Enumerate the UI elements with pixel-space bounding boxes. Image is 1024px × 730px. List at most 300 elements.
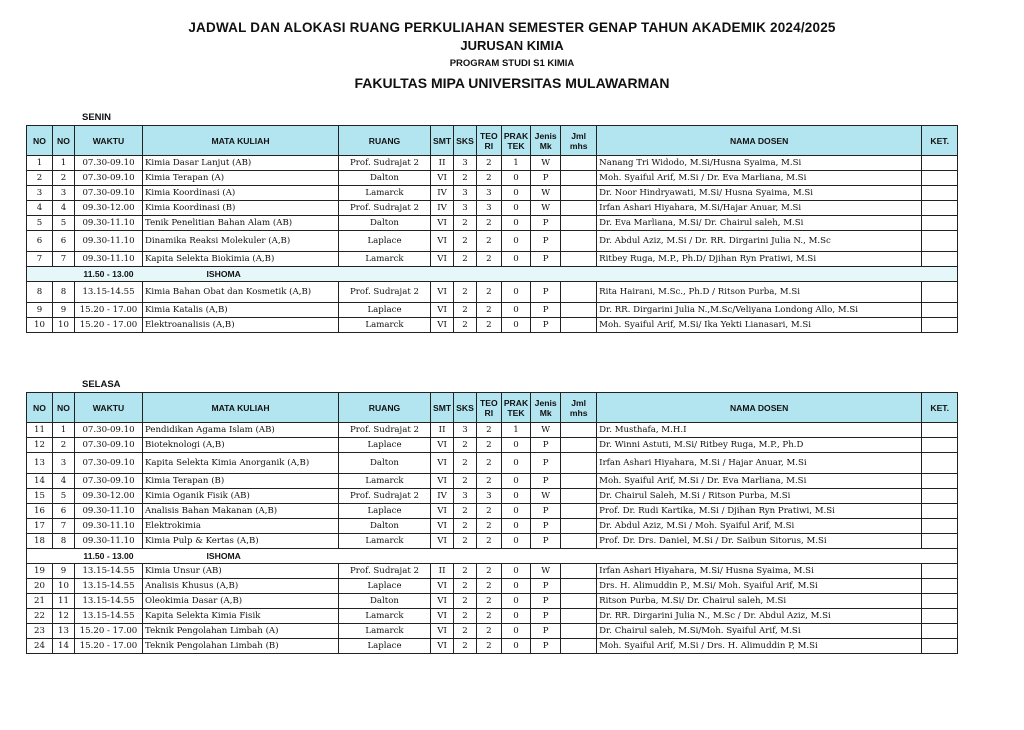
column-header: NO <box>27 393 53 423</box>
jml-mhs-cell <box>561 519 597 534</box>
jml-mhs-cell <box>561 453 597 474</box>
no-day-cell: 5 <box>53 216 75 231</box>
table-row <box>27 519 958 534</box>
sks-cell: 2 <box>454 534 477 549</box>
nama-dosen-cell: Moh. Syaiful Arif, M.Si / Drs. H. Alimuddin P, M.Si <box>597 639 922 654</box>
schedule-table-senin <box>26 125 958 333</box>
table-row <box>27 579 958 594</box>
no-cell: 6 <box>27 231 53 252</box>
nama-dosen-cell: Prof. Dr. Rudi Kartika, M.Si / Djihan Ryn Pratiwi, M.Si <box>597 504 922 519</box>
teori-cell: 2 <box>476 594 501 609</box>
teori-cell: 3 <box>476 201 501 216</box>
ket-cell <box>922 423 958 438</box>
teori-cell: 2 <box>476 534 501 549</box>
teori-cell: 2 <box>476 282 501 303</box>
ket-cell <box>922 252 958 267</box>
no-day-cell: 8 <box>53 282 75 303</box>
ket-cell <box>922 171 958 186</box>
praktek-cell: 1 <box>501 156 530 171</box>
teori-cell: 2 <box>476 504 501 519</box>
waktu-cell: 09.30-12.00 <box>75 489 143 504</box>
column-header: MATA KULIAH <box>143 393 339 423</box>
no-cell: 17 <box>27 519 53 534</box>
no-day-cell: 8 <box>53 534 75 549</box>
jenis-cell: P <box>531 438 561 453</box>
table-row <box>27 186 958 201</box>
smt-cell: VI <box>431 231 454 252</box>
teori-cell: 2 <box>476 624 501 639</box>
ket-cell <box>922 318 958 333</box>
column-header: NO <box>53 126 75 156</box>
teori-cell: 2 <box>476 579 501 594</box>
mata-kuliah-cell: Oleokimia Dasar (A,B) <box>143 594 339 609</box>
jml-mhs-cell <box>561 216 597 231</box>
smt-cell: II <box>431 156 454 171</box>
ruang-cell: Dalton <box>339 171 431 186</box>
no-cell: 10 <box>27 318 53 333</box>
no-cell: 14 <box>27 474 53 489</box>
column-header: KET. <box>922 126 958 156</box>
smt-cell: IV <box>431 489 454 504</box>
jml-mhs-cell <box>561 624 597 639</box>
no-day-cell: 1 <box>53 156 75 171</box>
ruang-cell: Prof. Sudrajat 2 <box>339 201 431 216</box>
faculty-name: FAKULTAS MIPA UNIVERSITAS MULAWARMAN <box>354 75 670 91</box>
mata-kuliah-cell: Elektroanalisis (A,B) <box>143 318 339 333</box>
sks-cell: 2 <box>454 579 477 594</box>
praktek-cell: 0 <box>501 579 530 594</box>
ket-cell <box>922 453 958 474</box>
no-cell: 4 <box>27 201 53 216</box>
ket-cell <box>922 474 958 489</box>
column-header: Jenis Mk <box>531 393 561 423</box>
nama-dosen-cell: Nanang Tri Widodo, M.Si/Husna Syaima, M.Si <box>597 156 922 171</box>
waktu-cell: 09.30-11.10 <box>75 534 143 549</box>
ket-cell <box>922 594 958 609</box>
nama-dosen-cell: Dr. Eva Marliana, M.Si/ Dr. Chairul saleh, M.Si <box>597 216 922 231</box>
table-row <box>27 639 958 654</box>
jenis-cell: P <box>531 171 561 186</box>
ruang-cell: Laplace <box>339 639 431 654</box>
break-label: ISHOMA <box>143 267 958 282</box>
jml-mhs-cell <box>561 201 597 216</box>
teori-cell: 2 <box>476 423 501 438</box>
teori-cell: 2 <box>476 156 501 171</box>
no-day-cell: 4 <box>53 474 75 489</box>
table-header-row <box>27 126 958 156</box>
teori-cell: 2 <box>476 519 501 534</box>
ruang-cell: Lamarck <box>339 534 431 549</box>
praktek-cell: 0 <box>501 453 530 474</box>
praktek-cell: 0 <box>501 519 530 534</box>
smt-cell: VI <box>431 453 454 474</box>
nama-dosen-cell: Dr. Chairul Saleh, M.Si / Ritson Purba, M.Si <box>597 489 922 504</box>
nama-dosen-cell: Prof. Dr. Drs. Daniel, M.Si / Dr. Saibun Sitorus, M.Si <box>597 534 922 549</box>
no-cell: 19 <box>27 564 53 579</box>
no-cell: 2 <box>27 171 53 186</box>
no-day-cell: 10 <box>53 318 75 333</box>
ket-cell <box>922 579 958 594</box>
jml-mhs-cell <box>561 474 597 489</box>
table-row <box>27 624 958 639</box>
column-header: TEO RI <box>476 393 501 423</box>
table-row <box>27 201 958 216</box>
praktek-cell: 0 <box>501 303 530 318</box>
waktu-cell: 09.30-11.10 <box>75 252 143 267</box>
waktu-cell: 15.20 - 17.00 <box>75 639 143 654</box>
ket-cell <box>922 303 958 318</box>
mata-kuliah-cell: Dinamika Reaksi Molekuler (A,B) <box>143 231 339 252</box>
praktek-cell: 0 <box>501 186 530 201</box>
no-day-cell: 1 <box>53 423 75 438</box>
mata-kuliah-cell: Kimia Unsur (AB) <box>143 564 339 579</box>
nama-dosen-cell: Irfan Ashari Hiyahara, M.Si/ Husna Syaima, M.Si <box>597 564 922 579</box>
waktu-cell: 09.30-11.10 <box>75 519 143 534</box>
waktu-cell: 07.30-09.10 <box>75 171 143 186</box>
nama-dosen-cell: Dr. RR. Dirgarini Julia N.,M.Sc/Veliyana Londong Allo, M.Si <box>597 303 922 318</box>
ruang-cell: Dalton <box>339 594 431 609</box>
nama-dosen-cell: Moh. Syaiful Arif, M.Si / Dr. Eva Marliana, M.Si <box>597 171 922 186</box>
ruang-cell: Dalton <box>339 519 431 534</box>
column-header: SMT <box>431 126 454 156</box>
sks-cell: 2 <box>454 282 477 303</box>
table-row <box>27 609 958 624</box>
mata-kuliah-cell: Kapita Selekta Kimia Fisik <box>143 609 339 624</box>
jml-mhs-cell <box>561 564 597 579</box>
ket-cell <box>922 534 958 549</box>
program-name: PROGRAM STUDI S1 KIMIA <box>449 58 575 69</box>
column-header: TEO RI <box>476 126 501 156</box>
waktu-cell: 07.30-09.10 <box>75 438 143 453</box>
table-row <box>27 171 958 186</box>
ruang-cell: Prof. Sudrajat 2 <box>339 564 431 579</box>
sks-cell: 2 <box>454 504 477 519</box>
break-spacer <box>27 267 75 282</box>
teori-cell: 2 <box>476 303 501 318</box>
teori-cell: 2 <box>476 231 501 252</box>
table-row <box>27 474 958 489</box>
praktek-cell: 0 <box>501 216 530 231</box>
teori-cell: 3 <box>476 186 501 201</box>
nama-dosen-cell: Dr. Abdul Aziz, M.Si / Dr. RR. Dirgarini Julia N., M.Sc <box>597 231 922 252</box>
jenis-cell: W <box>531 423 561 438</box>
document-title: JADWAL DAN ALOKASI RUANG PERKULIAHAN SEMESTER GENAP TAHUN AKADEMIK 2024/2025 <box>188 20 836 35</box>
ruang-cell: Lamarck <box>339 624 431 639</box>
teori-cell: 2 <box>476 474 501 489</box>
jenis-cell: P <box>531 474 561 489</box>
table-row <box>27 282 958 303</box>
ket-cell <box>922 519 958 534</box>
ket-cell <box>922 282 958 303</box>
column-header: RUANG <box>339 393 431 423</box>
jml-mhs-cell <box>561 303 597 318</box>
jenis-cell: P <box>531 303 561 318</box>
praktek-cell: 0 <box>501 624 530 639</box>
jenis-cell: W <box>531 201 561 216</box>
jml-mhs-cell <box>561 186 597 201</box>
sks-cell: 2 <box>454 171 477 186</box>
sks-cell: 2 <box>454 564 477 579</box>
praktek-cell: 0 <box>501 534 530 549</box>
nama-dosen-cell: Dr. Musthafa, M.H.I <box>597 423 922 438</box>
schedule-table-selasa <box>26 392 958 654</box>
praktek-cell: 0 <box>501 609 530 624</box>
no-day-cell: 13 <box>53 624 75 639</box>
jenis-cell: P <box>531 252 561 267</box>
no-cell: 20 <box>27 579 53 594</box>
ket-cell <box>922 156 958 171</box>
smt-cell: VI <box>431 318 454 333</box>
no-cell: 22 <box>27 609 53 624</box>
ket-cell <box>922 489 958 504</box>
no-day-cell: 6 <box>53 231 75 252</box>
column-header: SKS <box>454 126 477 156</box>
waktu-cell: 13.15-14.55 <box>75 609 143 624</box>
ruang-cell: Prof. Sudrajat 2 <box>339 282 431 303</box>
jenis-cell: W <box>531 156 561 171</box>
smt-cell: VI <box>431 624 454 639</box>
sks-cell: 2 <box>454 609 477 624</box>
jenis-cell: P <box>531 624 561 639</box>
mata-kuliah-cell: Kimia Oganik Fisik (AB) <box>143 489 339 504</box>
ruang-cell: Dalton <box>339 216 431 231</box>
jenis-cell: W <box>531 564 561 579</box>
smt-cell: VI <box>431 594 454 609</box>
mata-kuliah-cell: Kapita Selekta Biokimia (A,B) <box>143 252 339 267</box>
break-row <box>27 267 958 282</box>
ruang-cell: Lamarck <box>339 318 431 333</box>
column-header: SMT <box>431 393 454 423</box>
sks-cell: 3 <box>454 423 477 438</box>
sks-cell: 2 <box>454 318 477 333</box>
nama-dosen-cell: Ritson Purba, M.Si/ Dr. Chairul saleh, M.Si <box>597 594 922 609</box>
sks-cell: 2 <box>454 303 477 318</box>
waktu-cell: 13.15-14.55 <box>75 594 143 609</box>
nama-dosen-cell: Irfan Ashari Hiyahara, M.Si / Hajar Anuar, M.Si <box>597 453 922 474</box>
praktek-cell: 0 <box>501 201 530 216</box>
teori-cell: 2 <box>476 564 501 579</box>
smt-cell: VI <box>431 534 454 549</box>
mata-kuliah-cell: Elektrokimia <box>143 519 339 534</box>
jml-mhs-cell <box>561 282 597 303</box>
ket-cell <box>922 624 958 639</box>
praktek-cell: 1 <box>501 423 530 438</box>
smt-cell: VI <box>431 504 454 519</box>
table-row <box>27 534 958 549</box>
column-header: NO <box>53 393 75 423</box>
column-header: WAKTU <box>75 393 143 423</box>
jenis-cell: P <box>531 609 561 624</box>
teori-cell: 3 <box>476 489 501 504</box>
smt-cell: IV <box>431 201 454 216</box>
break-time: 11.50 - 13.00 <box>75 549 143 564</box>
jml-mhs-cell <box>561 423 597 438</box>
jml-mhs-cell <box>561 231 597 252</box>
praktek-cell: 0 <box>501 282 530 303</box>
sks-cell: 2 <box>454 474 477 489</box>
jml-mhs-cell <box>561 252 597 267</box>
praktek-cell: 0 <box>501 171 530 186</box>
column-header: Jenis Mk <box>531 126 561 156</box>
jenis-cell: P <box>531 579 561 594</box>
waktu-cell: 09.30-11.10 <box>75 216 143 231</box>
sks-cell: 2 <box>454 453 477 474</box>
ruang-cell: Dalton <box>339 453 431 474</box>
no-day-cell: 10 <box>53 579 75 594</box>
ket-cell <box>922 639 958 654</box>
praktek-cell: 0 <box>501 594 530 609</box>
no-day-cell: 2 <box>53 438 75 453</box>
mata-kuliah-cell: Analisis Bahan Makanan (A,B) <box>143 504 339 519</box>
no-cell: 13 <box>27 453 53 474</box>
ruang-cell: Lamarck <box>339 186 431 201</box>
jml-mhs-cell <box>561 504 597 519</box>
jenis-cell: W <box>531 186 561 201</box>
sks-cell: 3 <box>454 156 477 171</box>
jenis-cell: P <box>531 534 561 549</box>
sks-cell: 2 <box>454 252 477 267</box>
mata-kuliah-cell: Analisis Khusus (A,B) <box>143 579 339 594</box>
smt-cell: VI <box>431 282 454 303</box>
praktek-cell: 0 <box>501 564 530 579</box>
smt-cell: VI <box>431 438 454 453</box>
sks-cell: 2 <box>454 624 477 639</box>
jml-mhs-cell <box>561 171 597 186</box>
ruang-cell: Lamarck <box>339 474 431 489</box>
table-row <box>27 303 958 318</box>
ket-cell <box>922 564 958 579</box>
waktu-cell: 07.30-09.10 <box>75 453 143 474</box>
mata-kuliah-cell: Pendidikan Agama Islam (AB) <box>143 423 339 438</box>
nama-dosen-cell: Moh. Syaiful Arif, M.Si/ Ika Yekti Lianasari, M.Si <box>597 318 922 333</box>
table-row <box>27 318 958 333</box>
ruang-cell: Prof. Sudrajat 2 <box>339 489 431 504</box>
ket-cell <box>922 231 958 252</box>
no-day-cell: 4 <box>53 201 75 216</box>
waktu-cell: 13.15-14.55 <box>75 579 143 594</box>
smt-cell: IV <box>431 186 454 201</box>
no-cell: 23 <box>27 624 53 639</box>
jenis-cell: P <box>531 318 561 333</box>
no-day-cell: 9 <box>53 564 75 579</box>
sks-cell: 2 <box>454 594 477 609</box>
ruang-cell: Laplace <box>339 438 431 453</box>
mata-kuliah-cell: Kimia Bahan Obat dan Kosmetik (A,B) <box>143 282 339 303</box>
no-cell: 8 <box>27 282 53 303</box>
mata-kuliah-cell: Kimia Terapan (B) <box>143 474 339 489</box>
no-cell: 5 <box>27 216 53 231</box>
table-row <box>27 423 958 438</box>
teori-cell: 2 <box>476 318 501 333</box>
no-cell: 11 <box>27 423 53 438</box>
waktu-cell: 13.15-14.55 <box>75 282 143 303</box>
ket-cell <box>922 186 958 201</box>
column-header: PRAK TEK <box>501 126 530 156</box>
no-cell: 1 <box>27 156 53 171</box>
day-label-senin: SENIN <box>82 112 112 123</box>
mata-kuliah-cell: Kimia Koordinasi (B) <box>143 201 339 216</box>
nama-dosen-cell: Dr. Abdul Aziz, M.Si / Moh. Syaiful Arif, M.Si <box>597 519 922 534</box>
jenis-cell: P <box>531 519 561 534</box>
waktu-cell: 07.30-09.10 <box>75 156 143 171</box>
jml-mhs-cell <box>561 534 597 549</box>
smt-cell: VI <box>431 639 454 654</box>
jml-mhs-cell <box>561 609 597 624</box>
nama-dosen-cell: Irfan Ashari Hiyahara, M.Si/Hajar Anuar, M.Si <box>597 201 922 216</box>
waktu-cell: 07.30-09.10 <box>75 423 143 438</box>
no-cell: 9 <box>27 303 53 318</box>
no-day-cell: 7 <box>53 252 75 267</box>
table-row <box>27 453 958 474</box>
waktu-cell: 13.15-14.55 <box>75 564 143 579</box>
ruang-cell: Prof. Sudrajat 2 <box>339 423 431 438</box>
sks-cell: 3 <box>454 201 477 216</box>
column-header: Jml mhs <box>561 126 597 156</box>
nama-dosen-cell: Dr. RR. Dirgarini Julia N., M.Sc / Dr. Abdul Aziz, M.Si <box>597 609 922 624</box>
no-day-cell: 11 <box>53 594 75 609</box>
table-row <box>27 564 958 579</box>
jml-mhs-cell <box>561 156 597 171</box>
no-cell: 24 <box>27 639 53 654</box>
day-label-selasa: SELASA <box>82 379 121 390</box>
table-row <box>27 156 958 171</box>
no-cell: 16 <box>27 504 53 519</box>
column-header: Jml mhs <box>561 393 597 423</box>
praktek-cell: 0 <box>501 474 530 489</box>
no-day-cell: 12 <box>53 609 75 624</box>
mata-kuliah-cell: Tenik Penelitian Bahan Alam (AB) <box>143 216 339 231</box>
sks-cell: 2 <box>454 519 477 534</box>
no-day-cell: 3 <box>53 453 75 474</box>
sks-cell: 2 <box>454 216 477 231</box>
teori-cell: 2 <box>476 171 501 186</box>
waktu-cell: 15.20 - 17.00 <box>75 318 143 333</box>
no-cell: 3 <box>27 186 53 201</box>
ket-cell <box>922 216 958 231</box>
break-spacer <box>27 549 75 564</box>
no-day-cell: 14 <box>53 639 75 654</box>
teori-cell: 2 <box>476 216 501 231</box>
column-header: PRAK TEK <box>501 393 530 423</box>
praktek-cell: 0 <box>501 438 530 453</box>
ruang-cell: Lamarck <box>339 252 431 267</box>
mata-kuliah-cell: Kimia Terapan (A) <box>143 171 339 186</box>
column-header: NO <box>27 126 53 156</box>
jenis-cell: P <box>531 504 561 519</box>
jenis-cell: P <box>531 639 561 654</box>
jenis-cell: P <box>531 231 561 252</box>
smt-cell: VI <box>431 171 454 186</box>
mata-kuliah-cell: Teknik Pengolahan Limbah (B) <box>143 639 339 654</box>
praktek-cell: 0 <box>501 252 530 267</box>
jenis-cell: P <box>531 282 561 303</box>
table-row <box>27 594 958 609</box>
no-cell: 18 <box>27 534 53 549</box>
ket-cell <box>922 504 958 519</box>
column-header: KET. <box>922 393 958 423</box>
nama-dosen-cell: Ritbey Ruga, M.P., Ph.D/ Djihan Ryn Pratiwi, M.Si <box>597 252 922 267</box>
jml-mhs-cell <box>561 594 597 609</box>
teori-cell: 2 <box>476 438 501 453</box>
column-header: SKS <box>454 393 477 423</box>
sks-cell: 2 <box>454 231 477 252</box>
table-row <box>27 216 958 231</box>
mata-kuliah-cell: Kimia Dasar Lanjut (AB) <box>143 156 339 171</box>
nama-dosen-cell: Dr. Winni Astuti, M.Si/ Ritbey Ruga, M.P., Ph.D <box>597 438 922 453</box>
no-day-cell: 5 <box>53 489 75 504</box>
waktu-cell: 09.30-12.00 <box>75 201 143 216</box>
no-day-cell: 2 <box>53 171 75 186</box>
